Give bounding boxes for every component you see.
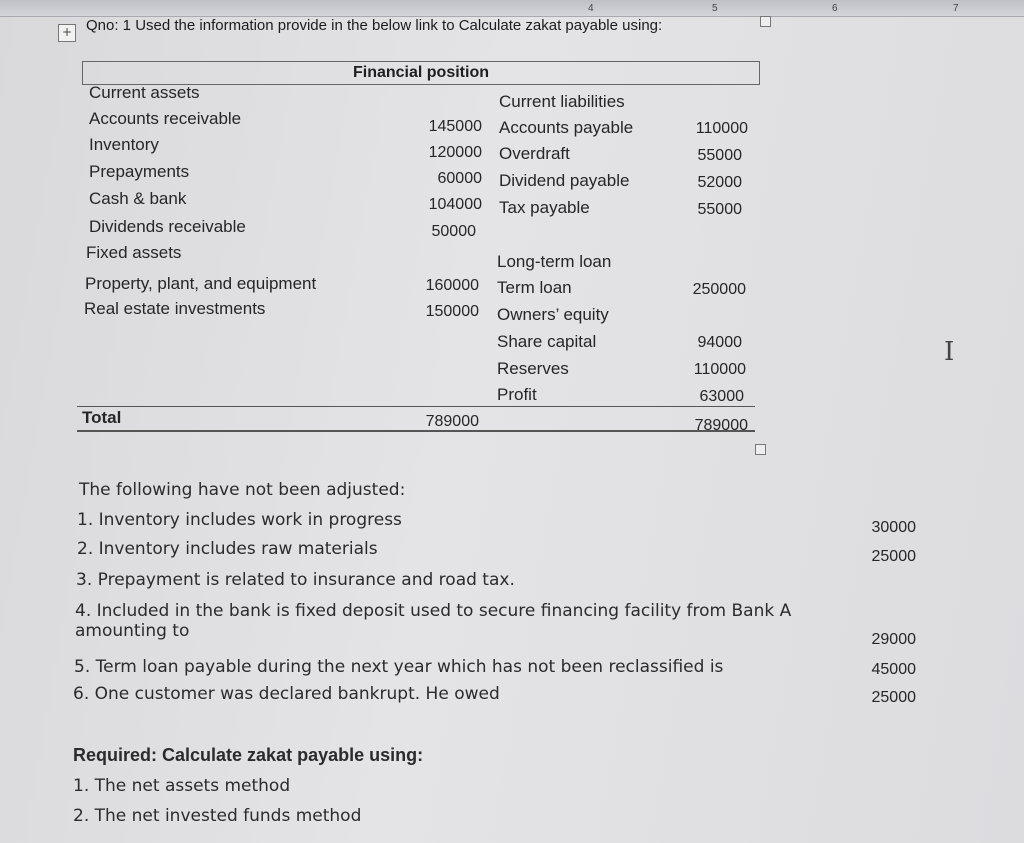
adjustment-item-continued: amounting to: [75, 621, 190, 641]
left-row-label: Cash & bank: [89, 189, 187, 208]
adjustment-item: 1. Inventory includes work in progress: [77, 510, 402, 530]
right-row-label: Overdraft: [499, 144, 570, 163]
right-row-value: 110000: [695, 120, 748, 137]
total-top-rule: [77, 406, 755, 407]
right-row-label: Tax payable: [499, 198, 590, 217]
right-row-label: Term loan: [497, 278, 572, 297]
right-row-label: Owners’ equity: [497, 305, 609, 324]
adjustment-value: 30000: [871, 519, 916, 536]
ruler-tick: 4: [588, 3, 594, 14]
text-cursor-icon: I: [944, 337, 955, 367]
total-label: Total: [82, 408, 122, 427]
left-row-value: 120000: [428, 144, 482, 161]
question-title: Qno: 1 Used the information provide in the below link to Calculate zakat payable using:: [86, 17, 663, 34]
right-row-label: Long-term loan: [497, 252, 612, 271]
left-row-label: Dividends receivable: [89, 217, 246, 236]
ruler-tick: 7: [953, 3, 959, 14]
right-row-label: Reserves: [497, 359, 569, 378]
left-row-label: Prepayments: [89, 162, 190, 181]
left-row-value: 50000: [431, 223, 476, 240]
right-row-label: Current liabilities: [499, 92, 625, 111]
right-row-label: Share capital: [497, 332, 597, 351]
right-row-label: Accounts payable: [499, 118, 634, 137]
adjustment-value: 25000: [871, 689, 916, 706]
left-row-value: 145000: [428, 118, 482, 135]
right-row-value: 55000: [697, 147, 742, 164]
left-row-label: Property, plant, and equipment: [85, 274, 317, 293]
required-title: Required: Calculate zakat payable using:: [73, 745, 424, 765]
table-move-handle-icon[interactable]: +: [58, 24, 76, 42]
required-item: 1. The net assets method: [73, 776, 291, 796]
left-row-value: 104000: [428, 196, 482, 213]
left-row-value: 160000: [425, 277, 479, 294]
total-right-value: 789000: [694, 417, 748, 434]
left-row-value: 60000: [437, 170, 482, 187]
left-row-label: Inventory: [89, 135, 159, 154]
left-row-label: Real estate investments: [84, 299, 266, 318]
table-resize-handle-icon[interactable]: [755, 444, 766, 455]
right-row-value: 94000: [697, 334, 742, 351]
adjustments-intro: The following have not been adjusted:: [79, 480, 406, 500]
total-left-value: 789000: [425, 413, 479, 430]
table-header-financial-position: Financial position: [82, 61, 760, 85]
right-row-label: Dividend payable: [499, 171, 630, 190]
adjustment-value: 29000: [871, 631, 916, 648]
adjustment-value: 25000: [871, 548, 916, 565]
adjustment-item: 4. Included in the bank is fixed deposit used to secure financing facility from Bank A: [75, 601, 792, 621]
left-row-label: Fixed assets: [86, 243, 182, 262]
right-row-label: Profit: [497, 385, 537, 404]
right-row-value: 110000: [693, 361, 746, 378]
adjustment-item: 6. One customer was declared bankrupt. He owed: [73, 684, 500, 704]
ruler-tick: 5: [712, 3, 718, 14]
left-row-label: Current assets: [89, 83, 200, 102]
required-item: 2. The net invested funds method: [73, 806, 362, 826]
resize-handle-icon[interactable]: [760, 16, 771, 27]
right-row-value: 55000: [697, 201, 742, 218]
adjustment-item: 5. Term loan payable during the next year which has not been reclassified is: [74, 657, 724, 677]
adjustment-value: 45000: [871, 661, 916, 678]
adjustment-item: 2. Inventory includes raw materials: [77, 539, 378, 559]
left-row-value: 150000: [425, 303, 479, 320]
right-row-value: 52000: [697, 174, 742, 191]
ruler-tick: 6: [832, 3, 838, 14]
adjustment-item: 3. Prepayment is related to insurance and road tax.: [76, 570, 515, 590]
right-row-value: 250000: [692, 281, 746, 298]
right-row-value: 63000: [699, 388, 744, 405]
left-row-label: Accounts receivable: [89, 109, 242, 128]
document-ruler: [0, 0, 1024, 17]
